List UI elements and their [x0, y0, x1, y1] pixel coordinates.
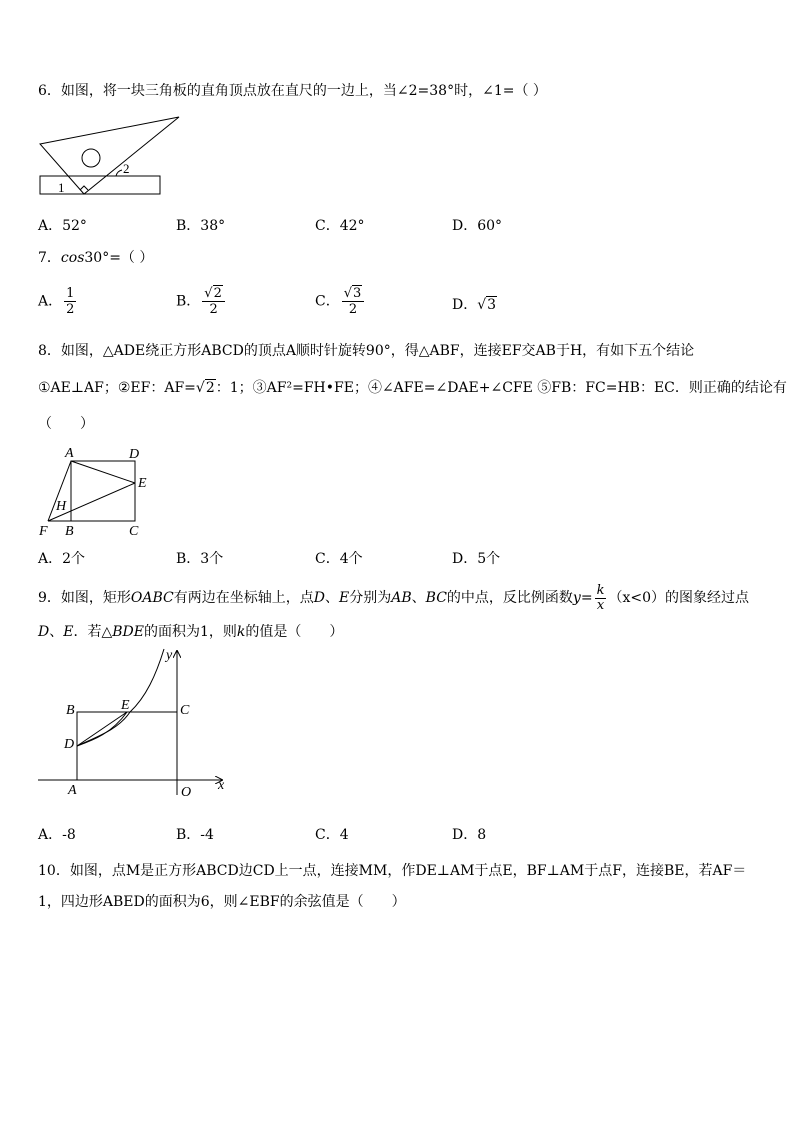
- q10-stem-line1: 10．如图，点M是正方形ABCD边CD上一点，连接MM，作DE⊥AM于点E，BF⊥AM于点F，连接BE，若AF＝: [38, 863, 747, 879]
- label-1: 1: [58, 180, 65, 195]
- label-h: H: [56, 499, 67, 514]
- q6-stem: 6．如图，将一块三角板的直角顶点放在直尺的一边上，当∠2=38°时，∠1=（ ）: [38, 83, 547, 99]
- q8-option-d[interactable]: D．5个: [452, 551, 501, 567]
- q9-stem-line1: 9．如图，矩形OABC有两边在坐标轴上，点D、E分别为AB、BC的中点，反比例函数y= $\frac{k}{x}$ （x<0）的图象经过点: [38, 582, 750, 613]
- q6-option-b[interactable]: B．38°: [176, 218, 226, 234]
- q6-option-c[interactable]: C．42°: [315, 218, 365, 234]
- label-b: B: [66, 703, 75, 718]
- q9-figure: [34, 645, 234, 805]
- label-y: y: [166, 648, 173, 663]
- segment-ae: [71, 461, 135, 483]
- q9-option-a[interactable]: A．-8: [38, 827, 76, 843]
- q9-option-c[interactable]: C．4: [315, 827, 349, 843]
- label-o: O: [181, 785, 192, 800]
- label-2: 2: [123, 161, 130, 176]
- q7-option-c[interactable]: C． $\frac{√3}{2}$: [315, 286, 366, 324]
- q8-stem-line3: （ ）: [38, 416, 94, 432]
- q6-option-a[interactable]: A．52°: [38, 218, 87, 234]
- label-c: C: [180, 703, 190, 718]
- label-f: F: [39, 524, 48, 538]
- q7-option-a[interactable]: A． $\frac{1}{2}$: [38, 286, 75, 317]
- label-x: x: [218, 778, 225, 793]
- label-b: B: [65, 524, 74, 538]
- angle-2-arc: [116, 170, 122, 176]
- label-e: E: [121, 698, 130, 713]
- q6-figure: [36, 112, 186, 198]
- square-abcd: [71, 461, 135, 521]
- q7-option-d[interactable]: D．√3: [452, 297, 497, 313]
- q8-figure: [34, 442, 164, 538]
- segment-de: [77, 712, 127, 746]
- q10-stem-line2: 1，四边形ABED的面积为6，则∠EBF的余弦值是（ ）: [38, 894, 406, 910]
- q7-option-b[interactable]: B． $\frac{√2}{2}$: [176, 286, 227, 324]
- label-d: D: [129, 447, 140, 462]
- q8-option-b[interactable]: B．3个: [176, 551, 224, 567]
- q8-stem-line2: ①AE⊥AF；②EF：AF=√2：1；③AF²=FH•FE；④∠AFE=∠DAE+∠CFE ⑤FB：FC=HB：EC．则正确的结论有: [38, 380, 787, 396]
- q9-stem-line2: D、E．若△BDE的面积为1，则k的值是（ ）: [38, 624, 344, 640]
- q9-option-b[interactable]: B．-4: [176, 827, 214, 843]
- q8-option-a[interactable]: A．2个: [38, 551, 86, 567]
- q9-option-d[interactable]: D．8: [452, 827, 487, 843]
- label-e: E: [138, 476, 147, 491]
- q8-option-c[interactable]: C．4个: [315, 551, 363, 567]
- label-a: A: [68, 783, 77, 798]
- q7-stem: 7．cos30°=（ ）: [38, 250, 154, 266]
- label-d: D: [64, 737, 75, 752]
- label-c: C: [129, 524, 139, 538]
- q8-stem-line1: 8．如图，△ADE绕正方形ABCD的顶点A顺时针旋转90°，得△ABF，连接EF交AB于H，有如下五个结论: [38, 343, 695, 359]
- label-a: A: [65, 446, 74, 461]
- q6-option-d[interactable]: D．60°: [452, 218, 503, 234]
- rectangle-oabc: [77, 712, 177, 780]
